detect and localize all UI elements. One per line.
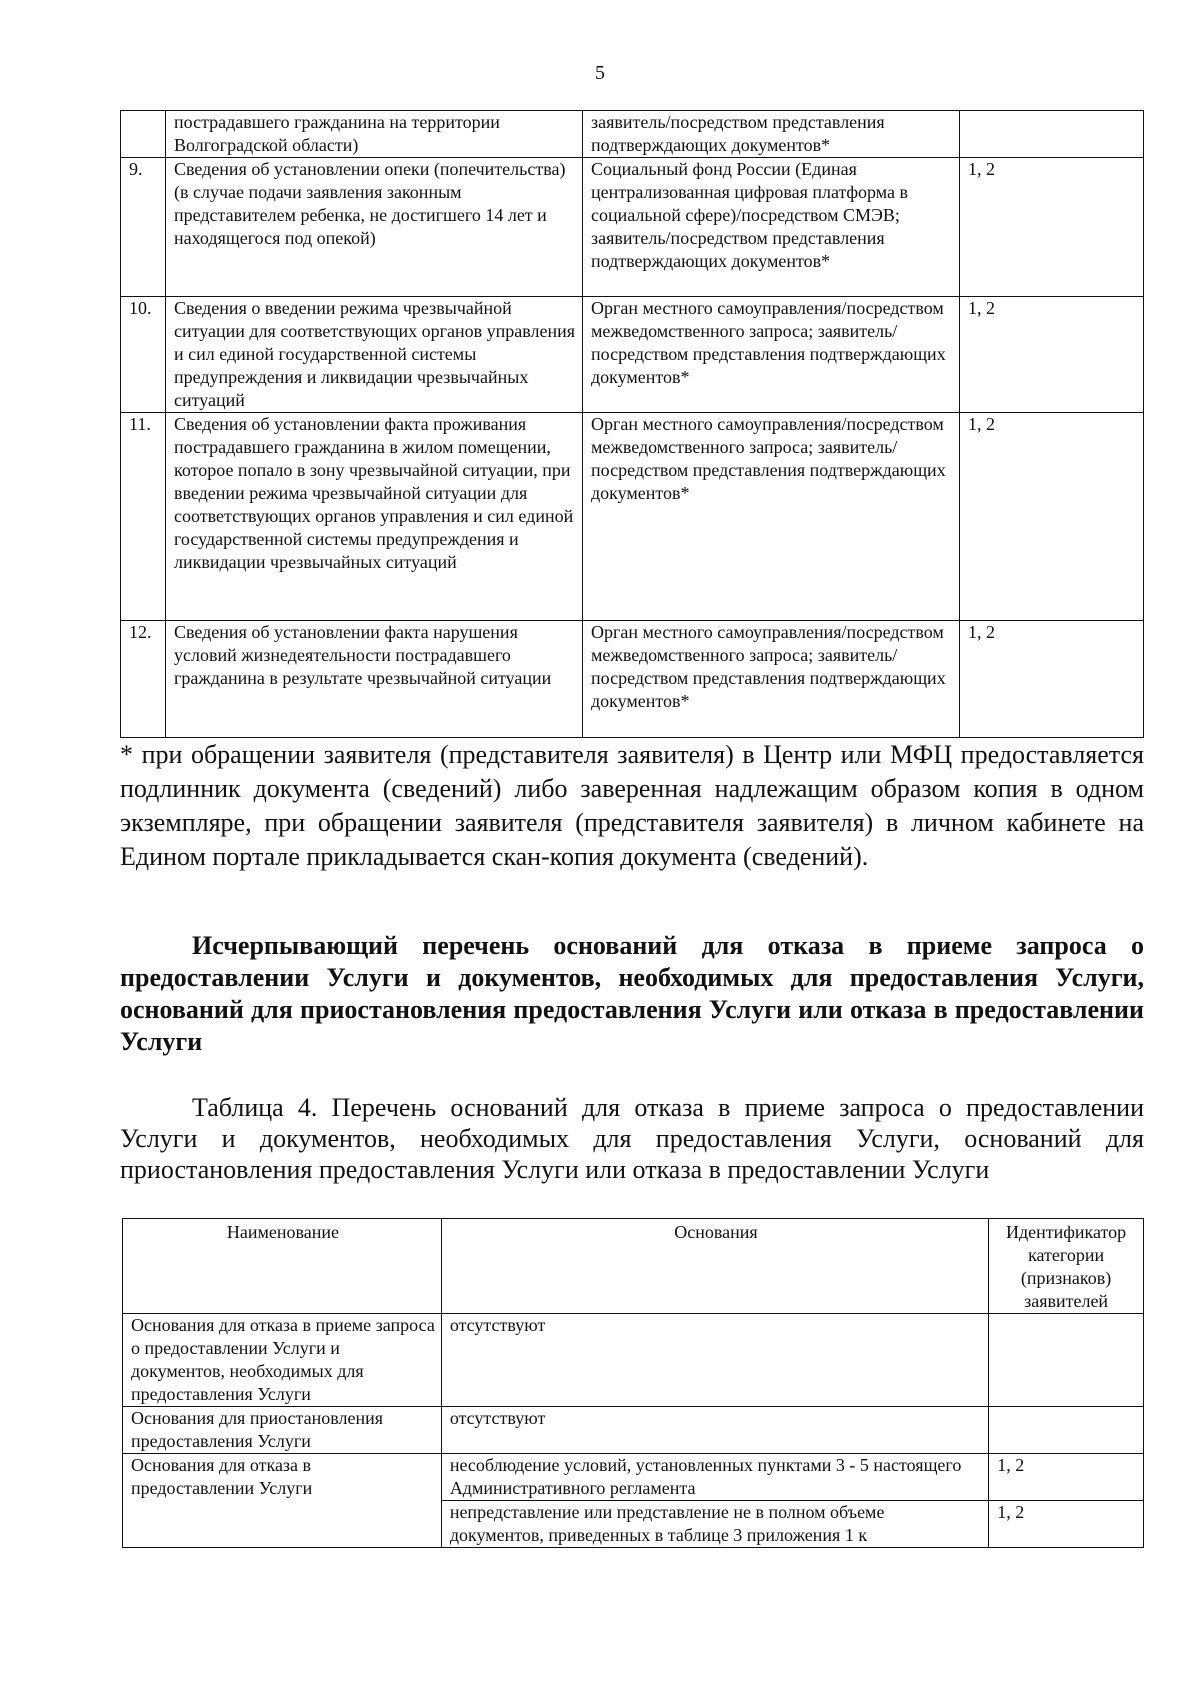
table-row: [121, 158, 1144, 297]
grounds-name: Основания для приостановления предоставления Услуги: [123, 1407, 442, 1454]
document-source: Орган местного самоуправления/посредством межведомственного запроса; заявитель/посредством представления подтверждающих документов*: [583, 297, 960, 413]
refusal-grounds-table: [122, 1218, 1144, 1548]
document-source: заявитель/посредством представления подтверждающих документов*: [583, 111, 960, 158]
document-source: Социальный фонд России (Единая централизованная цифровая платформа в социальной сфере)/посредством СМЭВ; заявитель/посредством представления подтверждающих документов*: [583, 158, 960, 297]
grounds-basis: отсутствуют: [441, 1314, 988, 1407]
document-name: Сведения об установлении факта проживания пострадавшего гражданина в жилом помещении, которое попало в зону чрезвычайной ситуации, при введении режима чрезвычайной ситуации для соответствующих органов управления и сил единой государственной системы предупреждения и ликвидации чрезвычайных ситуаций: [166, 413, 583, 621]
table-row: [121, 297, 1144, 413]
table-header-row: [123, 1219, 1144, 1314]
table-caption: Таблица 4. Перечень оснований для отказа в приеме запроса о предоставлении Услуги и документов, необходимых для предоставления Услуги, оснований для приостановления предоставления Услуги или отказа в предоставлении Услуги: [120, 1093, 1144, 1184]
category-id: 1, 2: [960, 297, 1144, 413]
documents-table: [120, 110, 1144, 738]
document-name: Сведения о введении режима чрезвычайной ситуации для соответствующих органов управления и сил единой государственной системы предупреждения и ликвидации чрезвычайных ситуаций: [166, 297, 583, 413]
grounds-basis: отсутствуют: [441, 1407, 988, 1454]
document-name: Сведения об установлении факта нарушения условий жизнедеятельности пострадавшего гражданина в результате чрезвычайной ситуации: [166, 621, 583, 738]
table-row: [123, 1407, 1144, 1454]
document-source: Орган местного самоуправления/посредством межведомственного запроса; заявитель/посредством представления подтверждающих документов*: [583, 621, 960, 738]
footnote: * при обращении заявителя (представителя заявителя) в Центр или МФЦ предоставляется подлинник документа (сведений) либо заверенная надлежащим образом копия в одном экземпляре, при обращении заявителя (представителя заявителя) в личном кабинете на Едином портале прикладывается скан-копия документа (сведений).: [120, 740, 1144, 871]
category-id: [960, 111, 1144, 158]
table-row: [121, 413, 1144, 621]
document-name: пострадавшего гражданина на территории Волгоградской области): [166, 111, 583, 158]
document-name: Сведения об установлении опеки (попечительства) (в случае подачи заявления законным представителем ребенка, не достигшего 14 лет и находящегося под опекой): [166, 158, 583, 297]
column-header-category: Идентификатор категории (признаков) заявителей: [989, 1219, 1144, 1314]
row-number: 11.: [121, 413, 166, 621]
column-header-name: Наименование: [123, 1219, 442, 1314]
table-row: [121, 111, 1144, 158]
category-id: 1, 2: [960, 413, 1144, 621]
page-number: 5: [595, 62, 605, 84]
row-number: [121, 111, 166, 158]
category-id: 1, 2: [989, 1501, 1144, 1548]
category-id: [989, 1314, 1144, 1407]
table-row: [123, 1454, 1144, 1501]
column-header-basis: Основания: [441, 1219, 988, 1314]
section-heading: Исчерпывающий перечень оснований для отказа в приеме запроса о предоставлении Услуги и документов, необходимых для предоставления Услуги, оснований для приостановления предоставления Услуги или отказа в предоставлении Услуги: [120, 931, 1144, 1056]
grounds-name: Основания для отказа в приеме запроса о предоставлении Услуги и документов, необходимых для предоставления Услуги: [123, 1314, 442, 1407]
document-source: Орган местного самоуправления/посредством межведомственного запроса; заявитель/посредством представления подтверждающих документов*: [583, 413, 960, 621]
grounds-name: Основания для отказа в предоставлении Услуги: [123, 1454, 442, 1548]
category-id: 1, 2: [960, 621, 1144, 738]
grounds-basis: несоблюдение условий, установленных пунктами 3 - 5 настоящего Административного регламента: [441, 1454, 988, 1501]
table-row: [121, 621, 1144, 738]
row-number: 12.: [121, 621, 166, 738]
row-number: 10.: [121, 297, 166, 413]
category-id: [989, 1407, 1144, 1454]
row-number: 9.: [121, 158, 166, 297]
table-row: [123, 1314, 1144, 1407]
category-id: 1, 2: [989, 1454, 1144, 1501]
grounds-basis: непредставление или представление не в полном объеме документов, приведенных в таблице 3 приложения 1 к: [441, 1501, 988, 1548]
category-id: 1, 2: [960, 158, 1144, 297]
